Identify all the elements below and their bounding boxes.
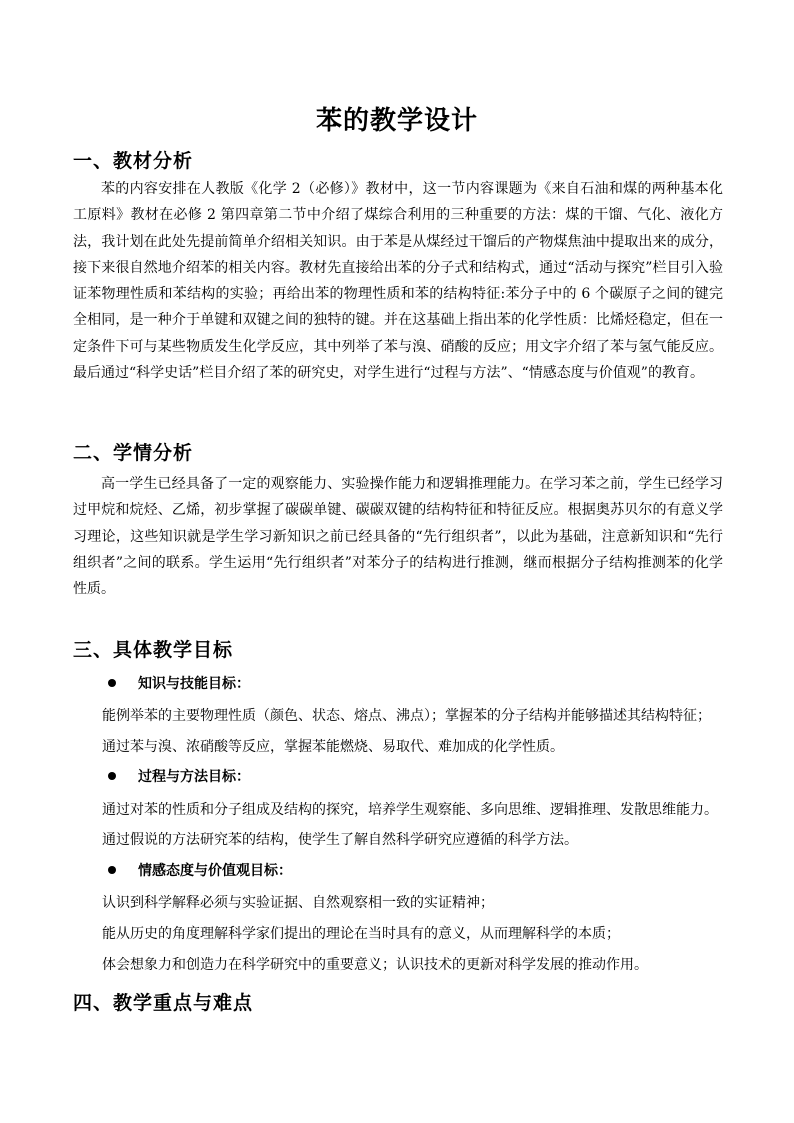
objective-process-heading xyxy=(108,766,250,786)
objective-emotion-line: 能从历史的角度理解科学家们提出的理论在当时具有的意义，从而理解科学的本质； xyxy=(102,926,620,942)
objective-process-line: 通过假说的方法研究苯的结构，使学生了解自然科学研究应遵循的科学方法。 xyxy=(102,832,578,848)
bullet-dot-icon xyxy=(108,772,116,780)
objective-emotion-line: 认识到科学解释必须与实验证据、自然观察相一致的实证精神； xyxy=(102,895,494,911)
objective-emotion-line: 体会想象力和创造力在科学研究中的重要意义；认识技术的更新对科学发展的推动作用。 xyxy=(102,957,648,973)
objective-process-label: 过程与方法目标： xyxy=(138,769,250,785)
objective-knowledge-line: 通过苯与溴、浓硝酸等反应，掌握苯能燃烧、易取代、难加成的化学性质。 xyxy=(102,739,564,755)
objective-knowledge-label: 知识与技能目标： xyxy=(138,676,250,692)
objective-knowledge-heading xyxy=(108,673,250,693)
section-heading-students: 二、学情分析 xyxy=(73,442,194,464)
section-heading-objectives: 三、具体教学目标 xyxy=(73,639,234,661)
bullet-dot-icon xyxy=(108,679,116,687)
material-analysis-paragraph: 苯的内容安排在人教版《化学 2（必修）》教材中，这一节内容课题为《来自石油和煤的两种基本化工原料》教材在必修 2 第四章第二节中介绍了煤综合利用的三种重要的方法：煤的干馏、气化、液化方法，我计划在此处先提前简单介绍相关知识。由于苯是从煤经过干馏后的产物煤焦油中提取出来的成分，接下来很自然地介绍苯的相关内容。教材先直接给出苯的分子式和结构式，通过“活动与探究”栏目引入验证苯物理性质和苯结构的实验；再给出苯的物理性质和苯的结构特征:苯分子中的 6 个碳原子之间的键完全相同，是一种介于单键和双键之间的独特的键。并在这基础上指出苯的化学性质：比烯烃稳定，但在一定条件下可与某些物质发生化学反应，其中列举了苯与溴、硝酸的反应；用文字介绍了苯与氢气能反应。最后通过“科学史话”栏目介绍了苯的研究史，对学生进行“过程与方法”、“情感态度与价值观”的教育。 xyxy=(73,181,723,382)
objective-process-line: 通过对苯的性质和分子组成及结构的探究，培养学生观察能、多向思维、逻辑推理、发散思维能力。 xyxy=(102,802,718,818)
section-heading-material: 一、教材分析 xyxy=(73,150,194,172)
student-analysis-paragraph: 高一学生已经具备了一定的观察能力、实验操作能力和逻辑推理能力。在学习苯之前，学生已经学习过甲烷和烷烃、乙烯，初步掌握了碳碳单键、碳碳双键的结构特征和特征反应。根据奥苏贝尔的有意义学习理论，这些知识就是学生学习新知识之前已经具备的“先行组织者”，以此为基础，注意新知识和“先行组织者”之间的联系。学生运用“先行组织者”对苯分子的结构进行推测，继而根据分子结构推测苯的化学性质。 xyxy=(73,476,723,598)
objective-emotion-label: 情感态度与价值观目标： xyxy=(138,863,292,879)
page-title: 苯的教学设计 xyxy=(315,106,478,136)
objective-knowledge-line: 能例举苯的主要物理性质（颜色、状态、熔点、沸点）；掌握苯的分子结构并能够描述其结构特征； xyxy=(102,708,711,724)
bullet-dot-icon xyxy=(108,866,116,874)
objective-emotion-heading xyxy=(108,860,292,880)
section-heading-key-points: 四、教学重点与难点 xyxy=(73,992,254,1014)
